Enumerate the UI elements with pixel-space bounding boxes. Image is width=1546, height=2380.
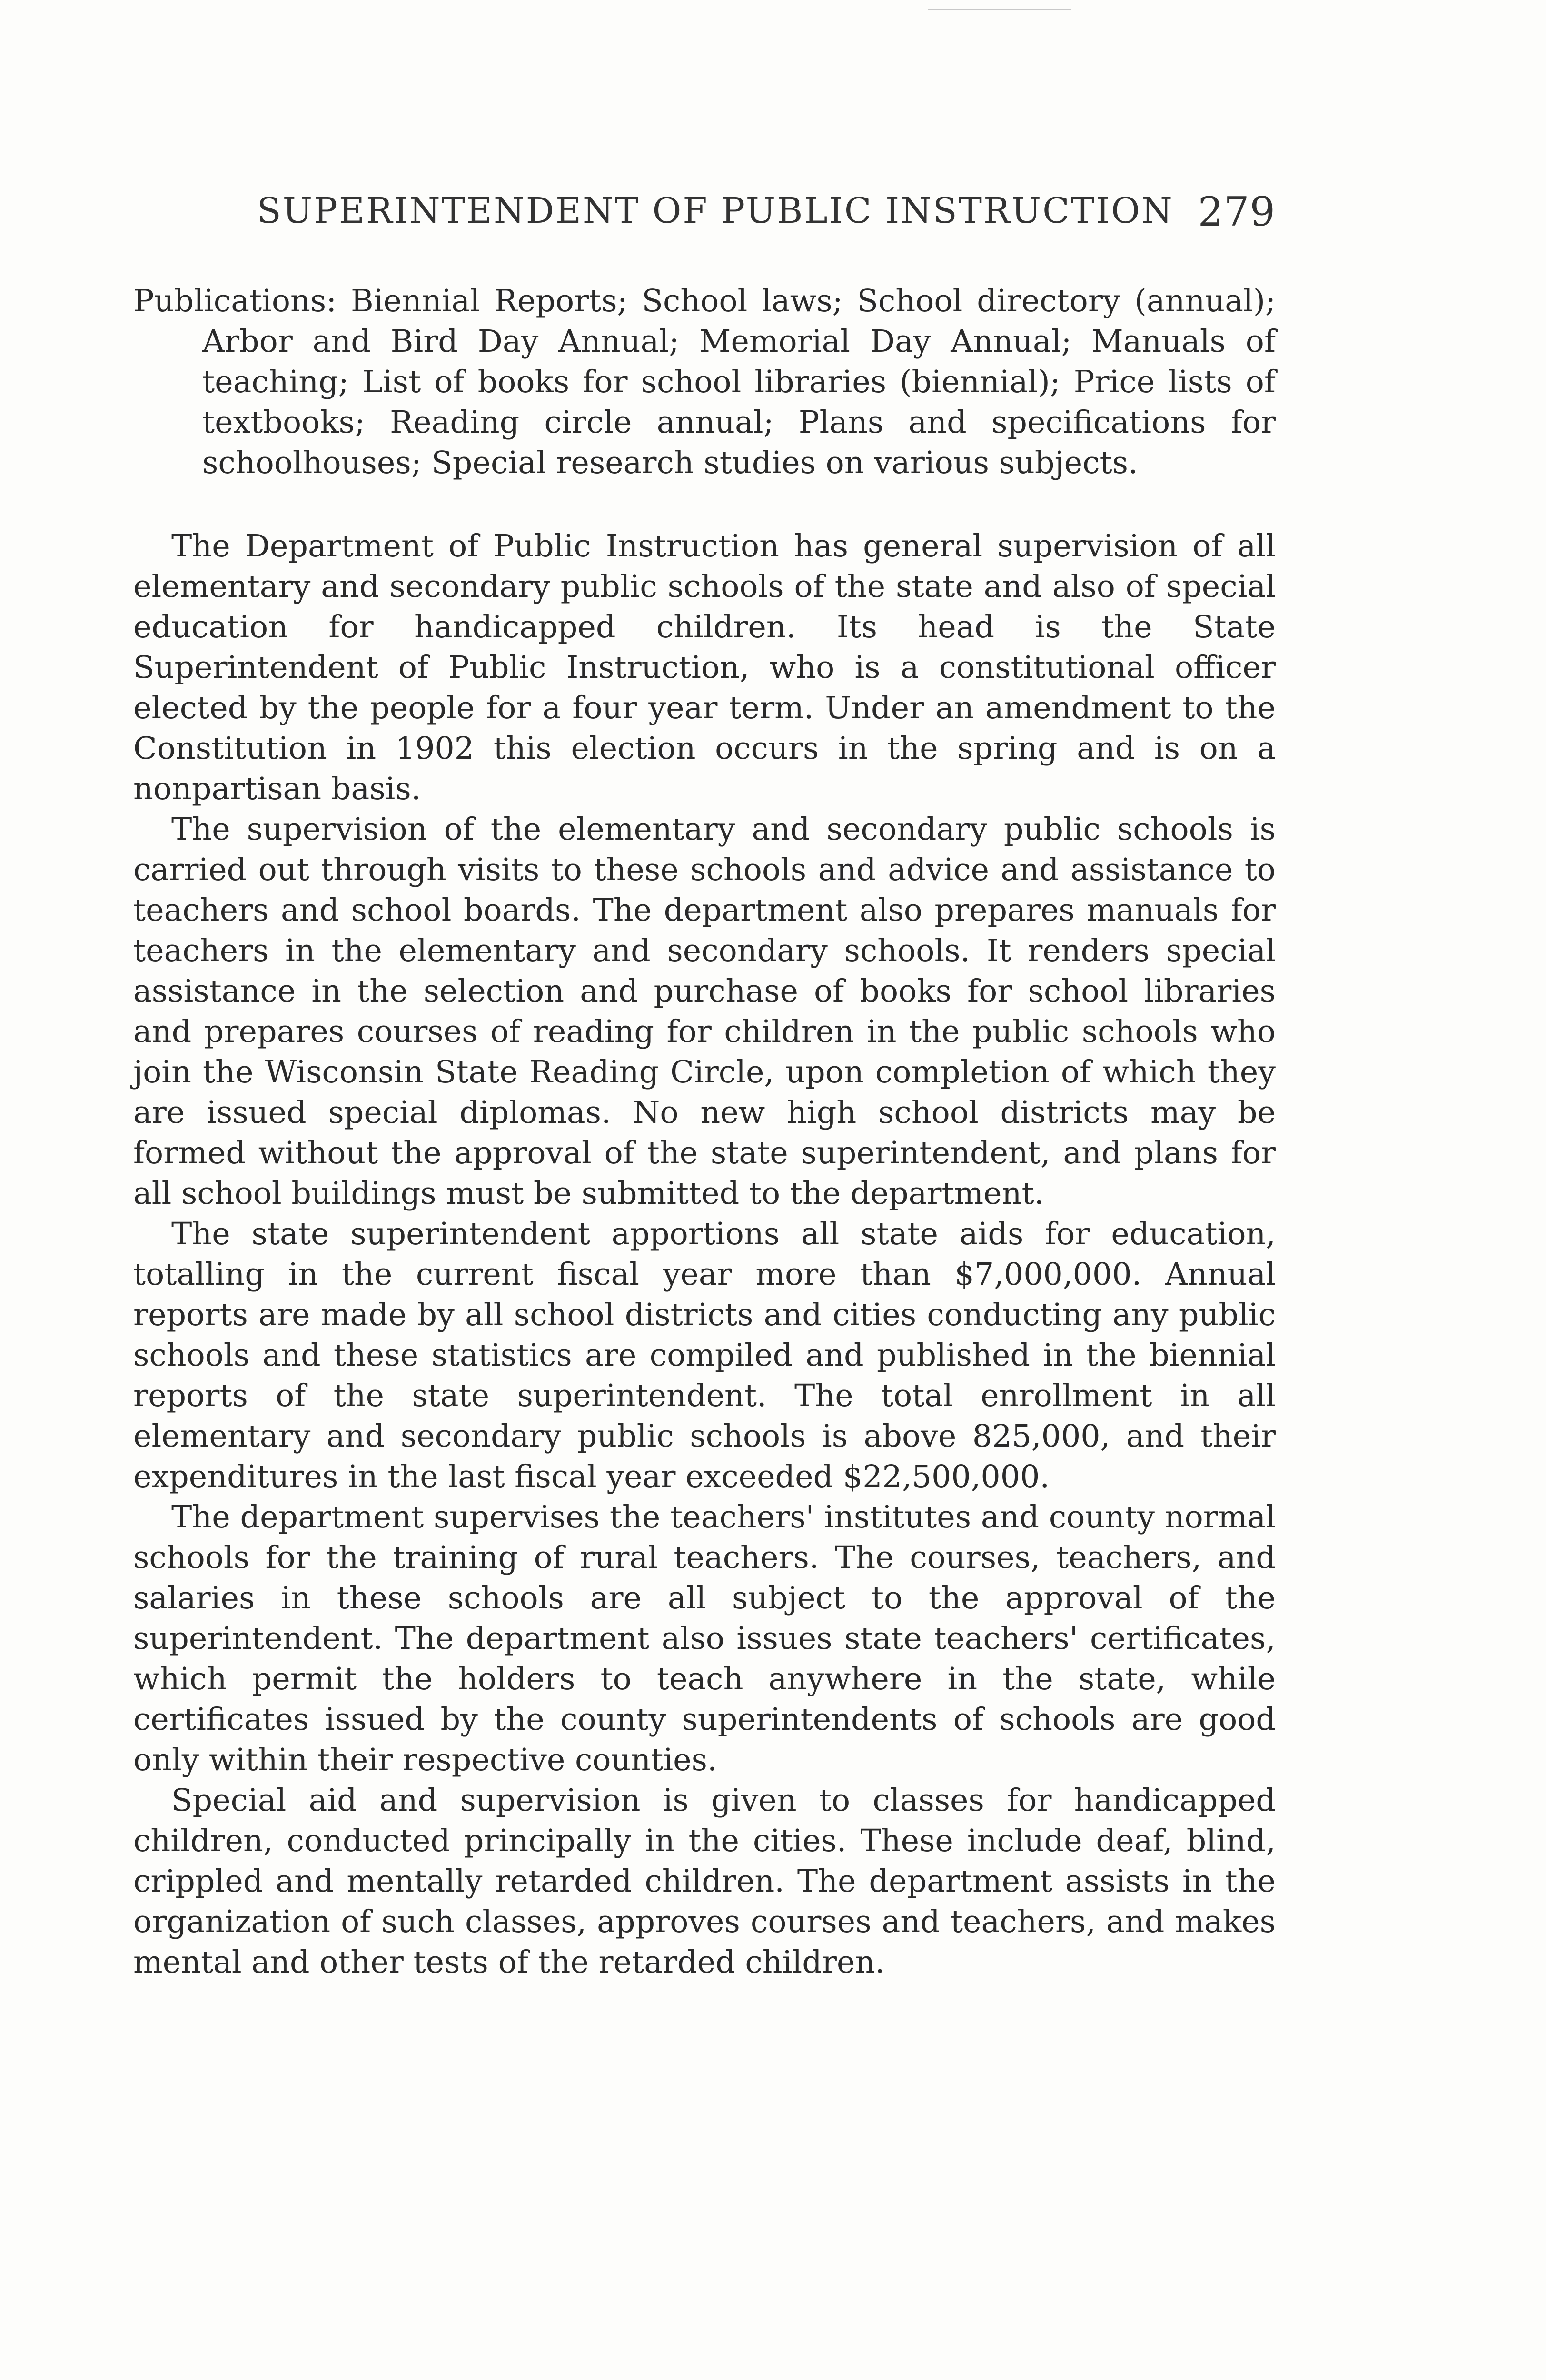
publications-list: Publications: Biennial Reports; School laws; School directory (annual); Arbor and Bird Day Annual; Memorial Day Annual; Manuals of teaching; List of books for school libraries (biennial); Price lists of textbooks; Reading circle annual; Plans and specifications for schoolhouses; Special research studies on various subjects. xyxy=(133,283,1276,481)
paragraph-supervision: The supervision of the elementary and secondary public schools is carried out through visits to these schools and advice and assistance to teachers and school boards. The department also prepares manuals for teachers in the elementary and secondary schools. It renders special assistance in the selection and purchase of books for school libraries and prepares courses of reading for children in the public schools who join the Wisconsin State Reading Circle, upon completion of which they are issued special diplomas. No new high school districts may be formed without the approval of the state superintendent, and plans for all school buildings must be submitted to the department. xyxy=(133,812,1276,1211)
page-edge-mark xyxy=(928,9,1071,10)
running-title: SUPERINTENDENT OF PUBLIC INSTRUCTION xyxy=(257,190,1174,231)
page-number: 279 xyxy=(1198,188,1276,235)
body-text xyxy=(133,281,1276,1983)
paragraph-special-aid: Special aid and supervision is given to classes for handicapped children, conducted principally in the cities. These include deaf, blind, crippled and mentally retarded children. The department assists in the organization of such classes, approves courses and teachers, and makes mental and other tests of the retarded children. xyxy=(133,1783,1276,1980)
paragraph-department-overview: The Department of Public Instruction has general supervision of all elementary and secondary public schools of the state and also of special education for handicapped children. Its head is the State Superintendent of Public Instruction, who is a constitutional officer elected by the people for a four year term. Under an amendment to the Constitution in 1902 this election occurs in the spring and is on a nonpartisan basis. xyxy=(133,528,1276,807)
paragraph-teacher-training: The department supervises the teachers' institutes and county normal schools for the training of rural teachers. The courses, teachers, and salaries in these schools are all subject to the approval of the superintendent. The department also issues state teachers' certificates, which permit the holders to teach anywhere in the state, while certificates issued by the county superintendents of schools are good only within their respective counties. xyxy=(133,1499,1276,1778)
paragraph-state-aids: The state superintendent apportions all state aids for education, totalling in the current fiscal year more than $7,000,000. Annual reports are made by all school districts and cities conducting any public schools and these statistics are compiled and published in the biennial reports of the state superintendent. The total enrollment in all elementary and secondary public schools is above 825,000, and their expenditures in the last fiscal year exceeded $22,500,000. xyxy=(133,1216,1276,1495)
